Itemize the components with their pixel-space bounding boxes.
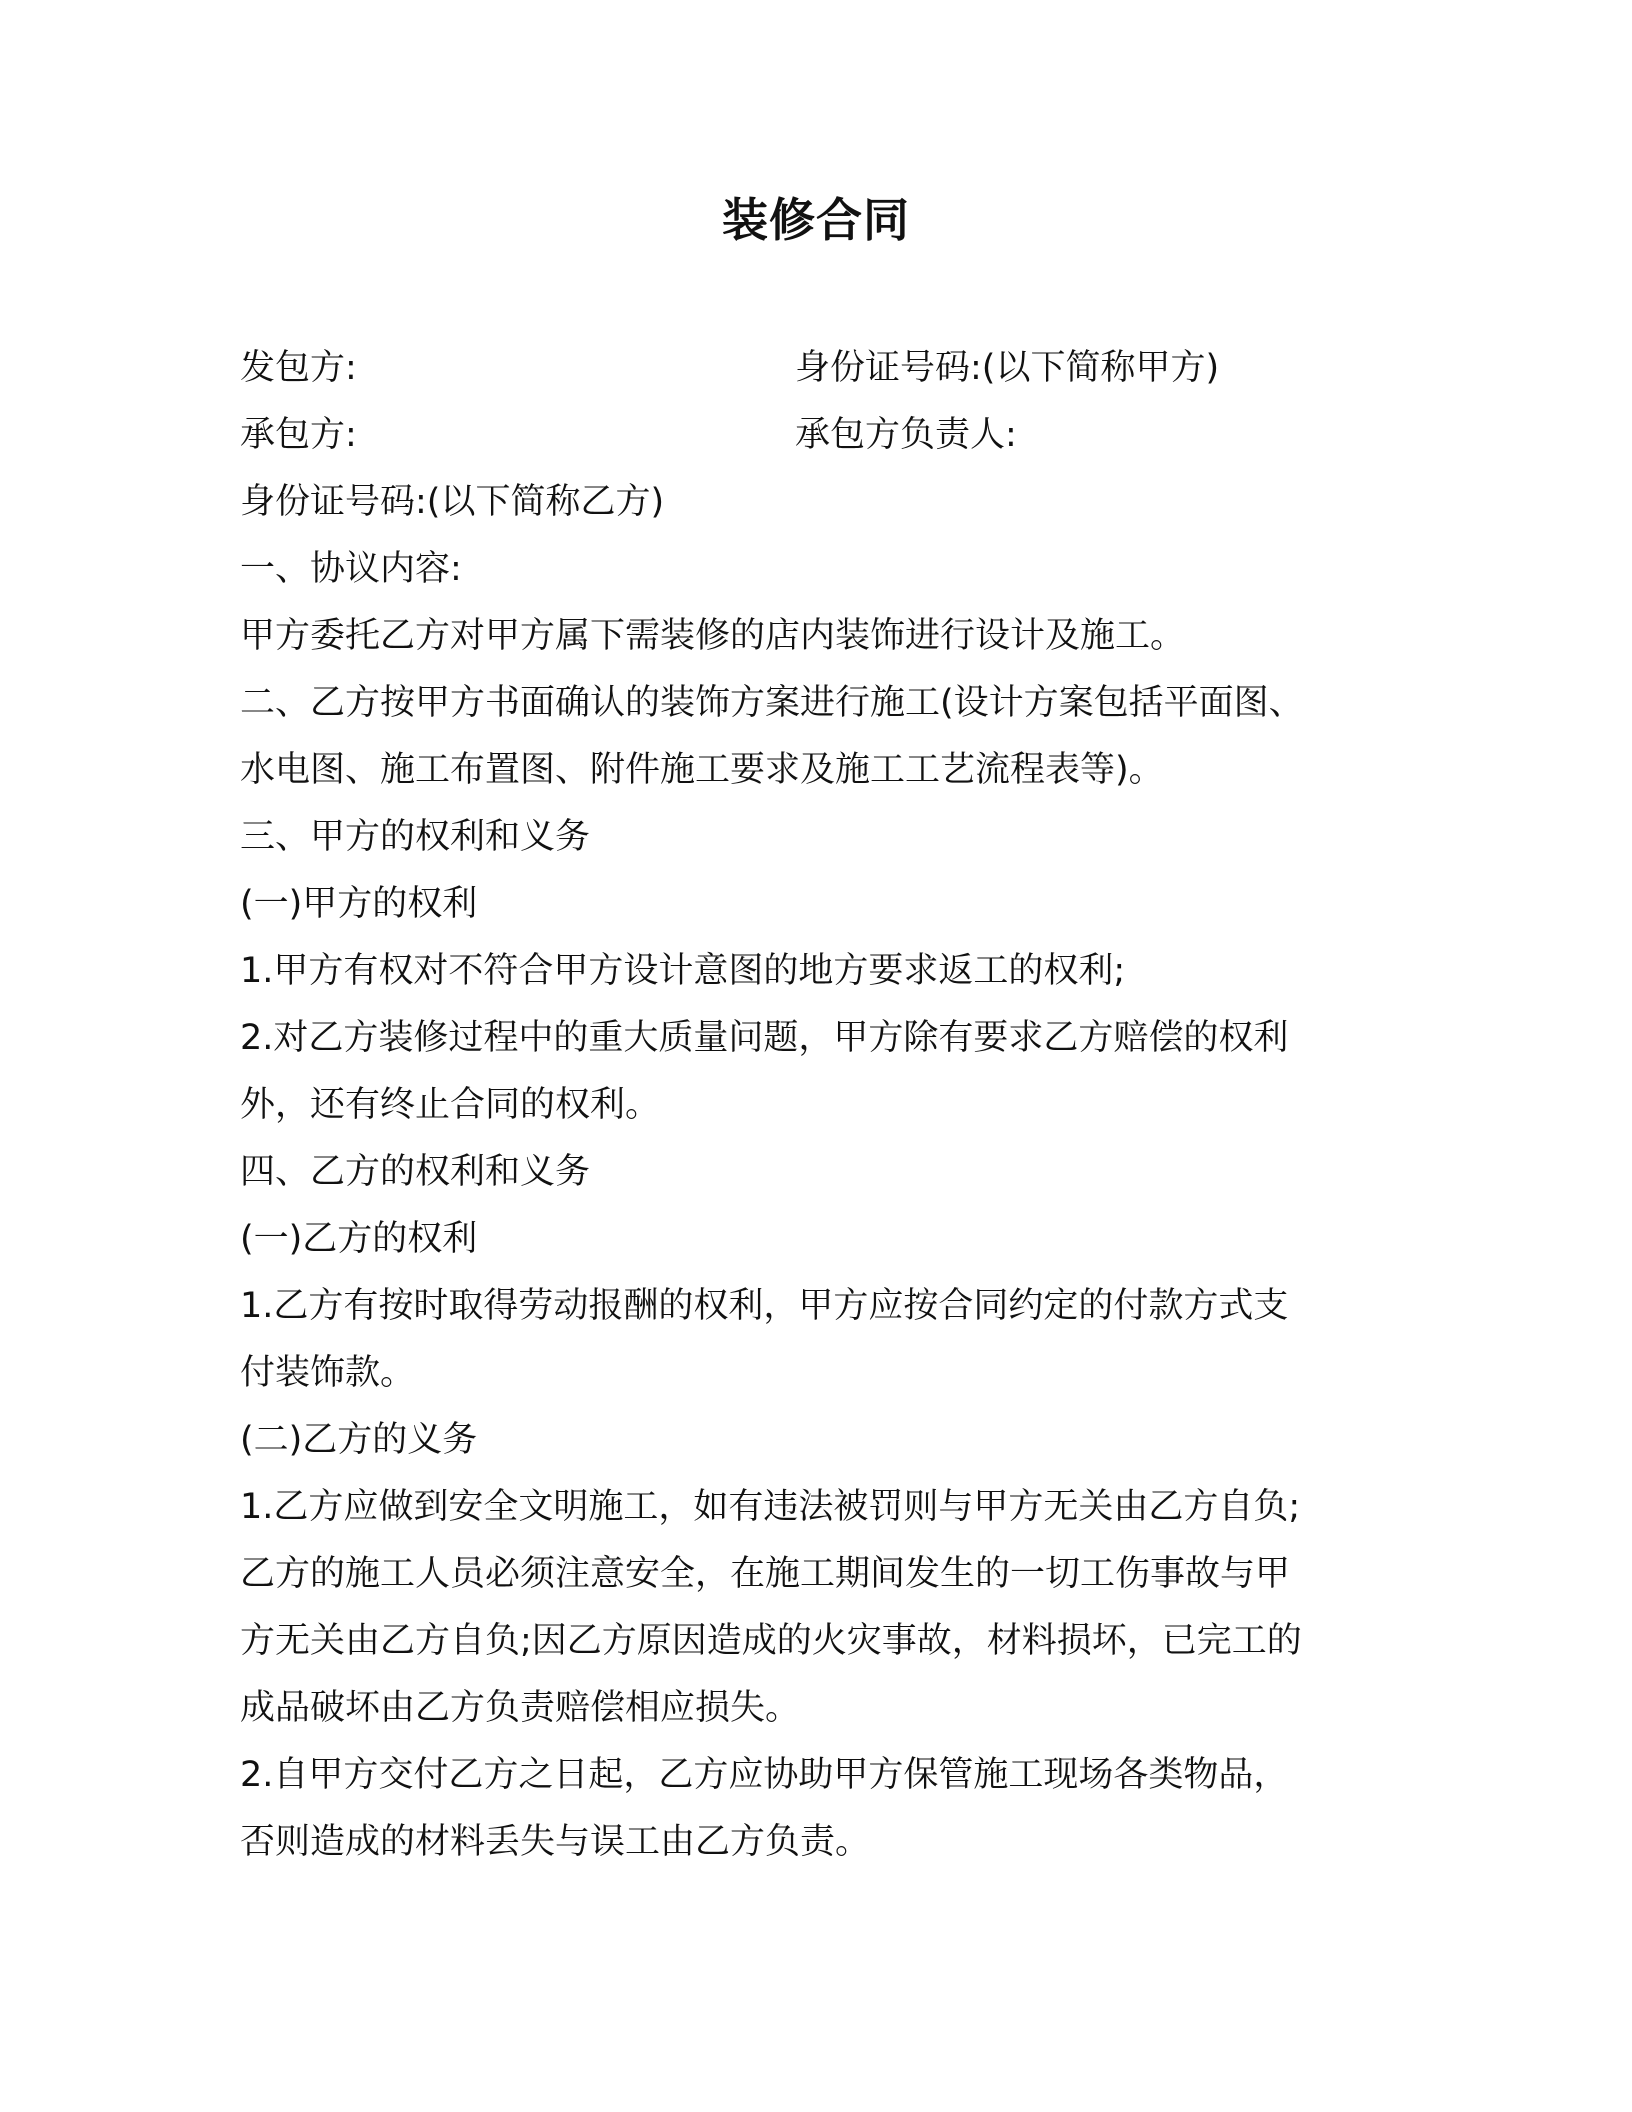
party-row-issuer — [240, 335, 1390, 402]
document-title: 装修合同 — [722, 193, 910, 247]
subsection-heading: (一)甲方的权利 — [240, 884, 478, 924]
subsection-heading: (二)乙方的义务 — [240, 1420, 478, 1460]
body-line: 方无关由乙方自负;因乙方原因造成的火灾事故，材料损坏，已完工的 — [240, 1621, 1302, 1661]
party-a-id-label: 身份证号码:(以下简称甲方) — [795, 348, 1220, 388]
section-heading: 三、甲方的权利和义务 — [240, 817, 591, 857]
body-line: 乙方的施工人员必须注意安全，在施工期间发生的一切工伤事故与甲 — [240, 1554, 1291, 1594]
body-line: 2.对乙方装修过程中的重大质量问题，甲方除有要求乙方赔偿的权利 — [240, 1018, 1289, 1058]
document-body — [240, 335, 1390, 1876]
body-line: 1.乙方有按时取得劳动报酬的权利，甲方应按合同约定的付款方式支 — [240, 1286, 1289, 1326]
party-row-contractor — [240, 402, 1390, 469]
section-heading: 一、协议内容: — [240, 549, 462, 589]
issuer-label: 发包方: — [240, 348, 357, 388]
body-line: 2.自甲方交付乙方之日起，乙方应协助甲方保管施工现场各类物品， — [240, 1755, 1289, 1795]
section-heading: 二、乙方按甲方书面确认的装饰方案进行施工(设计方案包括平面图、 — [240, 683, 1304, 723]
body-line: 1.甲方有权对不符合甲方设计意图的地方要求返工的权利; — [240, 951, 1126, 991]
body-line: 外，还有终止合同的权利。 — [240, 1085, 661, 1125]
subsection-heading: (一)乙方的权利 — [240, 1219, 478, 1259]
body-line: 否则造成的材料丢失与误工由乙方负责。 — [240, 1822, 871, 1862]
body-line: 水电图、施工布置图、附件施工要求及施工工艺流程表等)。 — [240, 750, 1164, 790]
contractor-label: 承包方: — [240, 415, 357, 455]
body-line: 付装饰款。 — [240, 1353, 416, 1393]
body-line: 1.乙方应做到安全文明施工，如有违法被罚则与甲方无关由乙方自负; — [240, 1487, 1301, 1527]
body-line: 甲方委托乙方对甲方属下需装修的店内装饰进行设计及施工。 — [240, 616, 1186, 656]
contractor-manager-label: 承包方负责人: — [795, 415, 1017, 455]
body-line: 成品破坏由乙方负责赔偿相应损失。 — [240, 1688, 801, 1728]
section-heading: 四、乙方的权利和义务 — [240, 1152, 591, 1192]
body-line: 身份证号码:(以下简称乙方) — [240, 482, 665, 522]
